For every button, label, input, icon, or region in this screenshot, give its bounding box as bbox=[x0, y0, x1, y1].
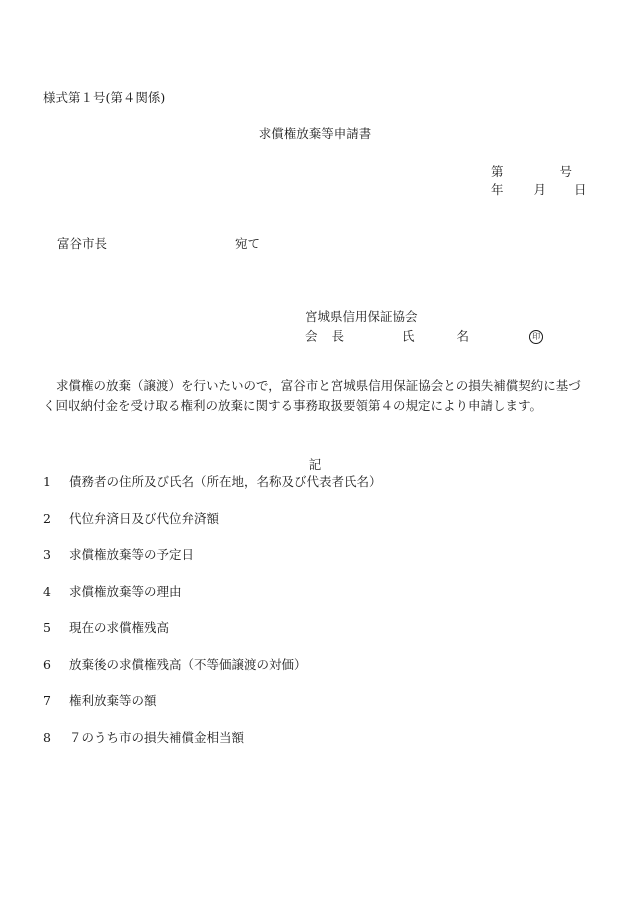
ki-heading: 記 bbox=[308, 457, 322, 472]
applicant-organization: 宮城県信用保証協会 bbox=[305, 309, 418, 324]
doc-number-go: 号 bbox=[559, 164, 573, 179]
recipient-name: 富谷市長 bbox=[57, 236, 108, 251]
item-label: 放棄後の求償権残高（不等価譲渡の対価） bbox=[69, 657, 307, 672]
item-number: 6 bbox=[43, 657, 51, 672]
list-item bbox=[43, 513, 219, 526]
form-id: 様式第１号(第４関係) bbox=[43, 90, 166, 105]
list-item bbox=[43, 549, 194, 562]
document-title: 求償権放棄等申請書 bbox=[258, 126, 372, 141]
name-shi: 氏 bbox=[402, 328, 415, 344]
recipient-suffix: 宛て bbox=[235, 236, 261, 251]
item-number: 8 bbox=[43, 730, 51, 745]
date-day: 日 bbox=[574, 182, 587, 197]
item-label: 現在の求償権残高 bbox=[69, 620, 170, 635]
list-item bbox=[43, 586, 182, 599]
item-number: 2 bbox=[43, 511, 51, 526]
date-year: 年 bbox=[491, 182, 504, 197]
item-label: 求償権放棄等の理由 bbox=[69, 584, 182, 599]
item-number: 5 bbox=[43, 620, 51, 635]
date-month: 月 bbox=[533, 182, 547, 197]
item-label: 求償権放棄等の予定日 bbox=[69, 547, 195, 562]
list-item bbox=[43, 476, 382, 489]
list-item bbox=[43, 732, 244, 745]
body-paragraph: 求償権の放棄（譲渡）を行いたいので，富谷市と宮城県信用保証協会との損失補償契約に基づく回収納付金を受け取る権利の放棄に関する事務取扱要領第４の規定により申請します。 bbox=[43, 378, 581, 414]
name-mei: 名 bbox=[456, 328, 470, 344]
item-label: ７のうち市の損失補償金相当額 bbox=[69, 730, 245, 745]
item-label: 債務者の住所及び氏名（所在地，名称及び代表者氏名） bbox=[69, 474, 382, 489]
doc-number-dai: 第 bbox=[491, 164, 504, 179]
item-number: 3 bbox=[43, 547, 51, 562]
seal-icon: 印 bbox=[529, 330, 543, 344]
document-number bbox=[491, 166, 572, 179]
document-date bbox=[491, 184, 587, 197]
title-kai: 会 bbox=[305, 328, 318, 344]
title-cho: 長 bbox=[331, 328, 345, 344]
item-label: 代位弁済日及び代位弁済額 bbox=[69, 511, 220, 526]
list-item bbox=[43, 659, 307, 672]
item-number: 1 bbox=[43, 474, 51, 489]
item-label: 権利放棄等の額 bbox=[69, 693, 157, 708]
list-item bbox=[43, 622, 169, 635]
list-item bbox=[43, 695, 157, 708]
applicant-representative bbox=[305, 330, 543, 344]
item-number: 4 bbox=[43, 584, 51, 599]
item-number: 7 bbox=[43, 693, 51, 708]
